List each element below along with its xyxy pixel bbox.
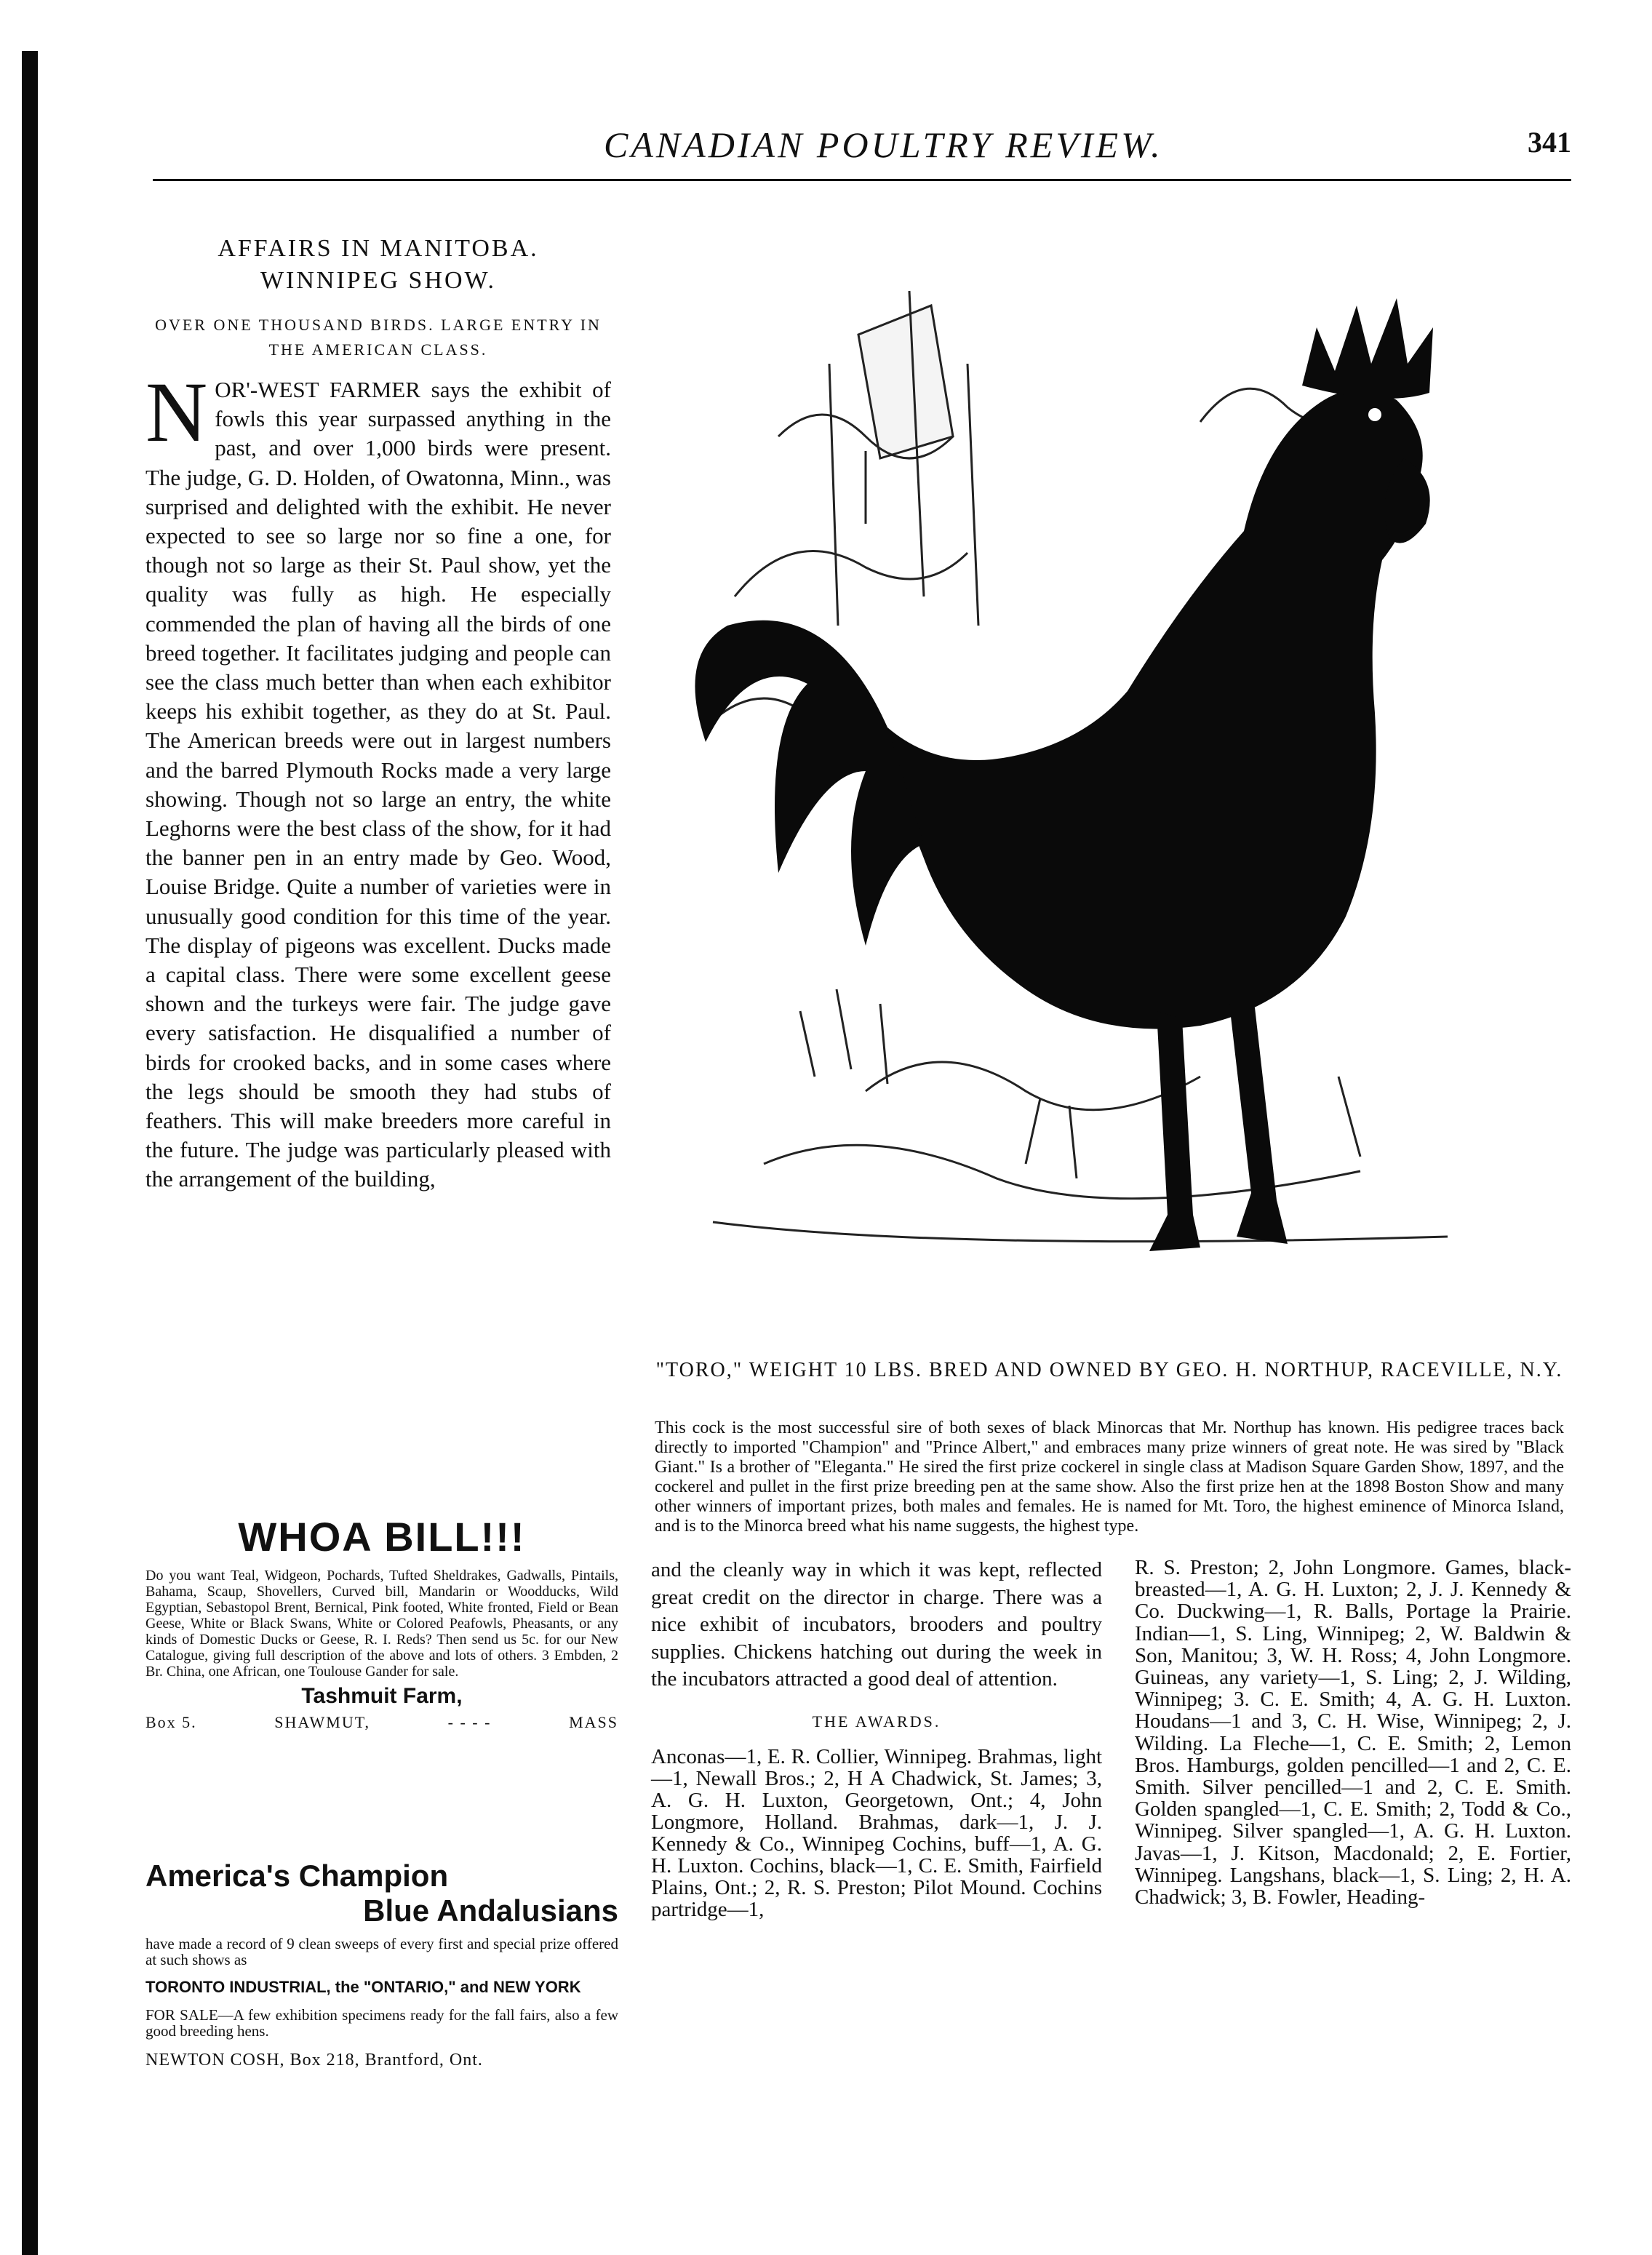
running-title: CANADIAN POULTRY REVIEW. (604, 124, 1163, 165)
awards-mid-text: Anconas—1, E. R. Collier, Winnipeg. Brahmas, light—1, Newall Bros.; 2, H A Chadwick, St. James; 3, A. G. H. Luxton, Georgetown, Ont.; 4, John Longmore, Holland. Brahmas, dark—1, J. J. Kennedy & Co., Winnipeg Cochins, buff—1, A. G. H. Luxton. Cochins, black—1, C. E. Smith, Fairfield Plains, Ont.; 2, R. S. Preston; Pilot Mound. Cochins partridge—1, (651, 1744, 1102, 1921)
ad-whoa-body: Do you want Teal, Widgeon, Pochards, Tufted Sheldrakes, Gadwalls, Pintails, Bahama, Scaup, Shovellers, Curved bill, Mandarin or Woodducks, Wild Egyptian, Sebastopol Brent, Bernical, Pink footed, White fronted, Field or Bean Geese, White or Black Swans, White or Colored Peafowls, Pheasants, or any kinds of Domestic Ducks or Geese, R. I. Reds? Then send us 5c. for our New Catalogue, giving full description of the above and lots of others. 3 Embden, 2 Br. China, one African, one Toulouse Gander for sale. (145, 1568, 618, 1680)
awards-right-text: R. S. Preston; 2, John Longmore. Games, black-breasted—1, A. G. H. Luxton; 2, J. J. Kennedy & Co. Duckwing—1, R. Balls, Portage la Prairie. Indian—1, S. Ling, Winnipeg; 2, W. Baldwin & Son, Manitou; 3, W. H. Ross; 4, John Longmore. Guineas, any variety—1, S. Ling; 2, J. Wilding, Winnipeg; 3. C. E. Smith; 4, A. G. H. Luxton. Houdans—1 and 3, C. H. Wise, Winnipeg; 2, J. Wilding. La Fleche—1, C. E. Smith; 2, Lemon Bros. Hamburgs, golden pencilled—1 and 2, C. E. Smith. Silver pencilled—1 and 2, C. E. Smith. Golden spangled—1, C. E. Smith; 2, Todd & Co., Winnipeg. Silver spangled—1, A. G. H. Luxton. Javas—1, J. Kitson, Macdonald; 2, E. Fortier, Winnipeg. Langshans, black—1, S. Ling; 2, H. A. Chadwick; 3, B. Fowler, Heading- (1135, 1556, 1571, 1909)
ad-andalusians-title1: America's Champion (145, 1859, 449, 1893)
ad-whoa-address (145, 1713, 618, 1732)
dropcap: N (145, 364, 208, 460)
ad-whoa-town: SHAWMUT, (274, 1713, 371, 1731)
header-rule (153, 179, 1571, 181)
article-body-text: OR'-WEST FARMER says the exhibit of fowls this year surpassed anything in the past, and over 1,000 birds were present. The judge, G. D. Holden, of Owatonna, Minn., was surprised and delighted with the exhibit. He never expected to see so large nor so fine a one, for though not so large as their St. Paul show, yet the quality was fully as high. He especially commended the plan of having all the birds of one breed together. It facilitates judging and people can see the class much better than when each exhibitor keeps his exhibit together, as they do at St. Paul. The American breeds were out in largest numbers and the barred Plymouth Rocks made a very large showing. Though not so large an entry, the white Leghorns were the best class of the show, for it had the banner pen in an entry made by Geo. Wood, Louise Bridge. Quite a number of varieties were in unusually good condition for this time of the year. The display of pigeons was excellent. Ducks made a capital class. There were some excellent geese shown and the turkeys were fair. The judge gave every satisfaction. He disqualified a number of birds for crooked backs, and in some cases where the legs should be smooth they had stubs of feathers. This will make breeders more careful in the future. The judge was particularly pleased with the arrangement of the building, (145, 377, 611, 1192)
page-number: 341 (1528, 126, 1571, 159)
article-body (145, 364, 611, 1194)
ad-whoa-state: MASS (569, 1713, 618, 1731)
ad-whoa-box: Box 5. (145, 1713, 197, 1731)
article-continued: and the cleanly way in which it was kept, reflected great credit on the director in charge. There was a nice exhibit of incubators, brooders and poultry supplies. Chickens hatching out during the week in the incubators attracted a good deal of attention. (651, 1558, 1102, 1691)
ad-andalusians-shows: TORONTO INDUSTRIAL, the "ONTARIO," and NEW YORK (145, 1978, 581, 1996)
ad-whoa-dots: - - - - (447, 1713, 492, 1731)
awards-column (1135, 1557, 1571, 1908)
awards-heading: THE AWARDS. (812, 1712, 941, 1731)
ad-whoa-title: WHOA BILL!!! (238, 1514, 526, 1560)
ad-andalusians-record: have made a record of 9 clean sweeps of every first and special prize offered at such shows as (145, 1935, 618, 1968)
ad-whoa-bill (145, 1513, 618, 1732)
rooster-eye (1368, 408, 1381, 421)
ad-andalusians-title2: Blue Andalusians (363, 1893, 618, 1928)
rooster-illustration (647, 218, 1571, 1353)
ad-andalusians (145, 1859, 618, 2070)
binding-rule (22, 51, 38, 2255)
illustration-caption: "TORO," WEIGHT 10 LBS. BRED AND OWNED BY GEO. H. NORTHUP, RACEVILLE, N.Y. (655, 1359, 1563, 1381)
article-subhead: OVER ONE THOUSAND BIRDS. LARGE ENTRY IN THE AMERICAN CLASS. (155, 316, 602, 359)
article-column (145, 233, 611, 1194)
ad-andalusians-sale: FOR SALE—A few exhibition specimens ready for the fall fairs, also a few good breeding hens. (145, 2006, 618, 2040)
rooster (695, 298, 1433, 1251)
ad-whoa-farm: Tashmuit Farm, (301, 1684, 463, 1708)
illustration-note: This cock is the most successful sire of both sexes of black Minorcas that Mr. Northup has known. His pedigree traces back directly to imported "Champion" and "Prince Albert," and embraces many prize winners of great note. He was sired by "Black Giant." Is a brother of "Eleganta." He sired the first prize cockerel in single class at Madison Square Garden Show, 1897, and the cockerel and pullet in the first prize breeding pen at the same show. Also the first prize hen at the 1898 Boston Show and many other winners of important prizes, both males and females. He is named for Mt. Toro, the highest eminence of Minorca Island, and is to the Minorca breed what his name suggests, the highest type. (655, 1418, 1564, 1536)
article-headline: AFFAIRS IN MANITOBA. WINNIPEG SHOW. (218, 235, 539, 294)
ad-andalusians-address: NEWTON COSH, Box 218, Brantford, Ont. (145, 2051, 483, 2070)
continued-column (651, 1557, 1102, 1920)
